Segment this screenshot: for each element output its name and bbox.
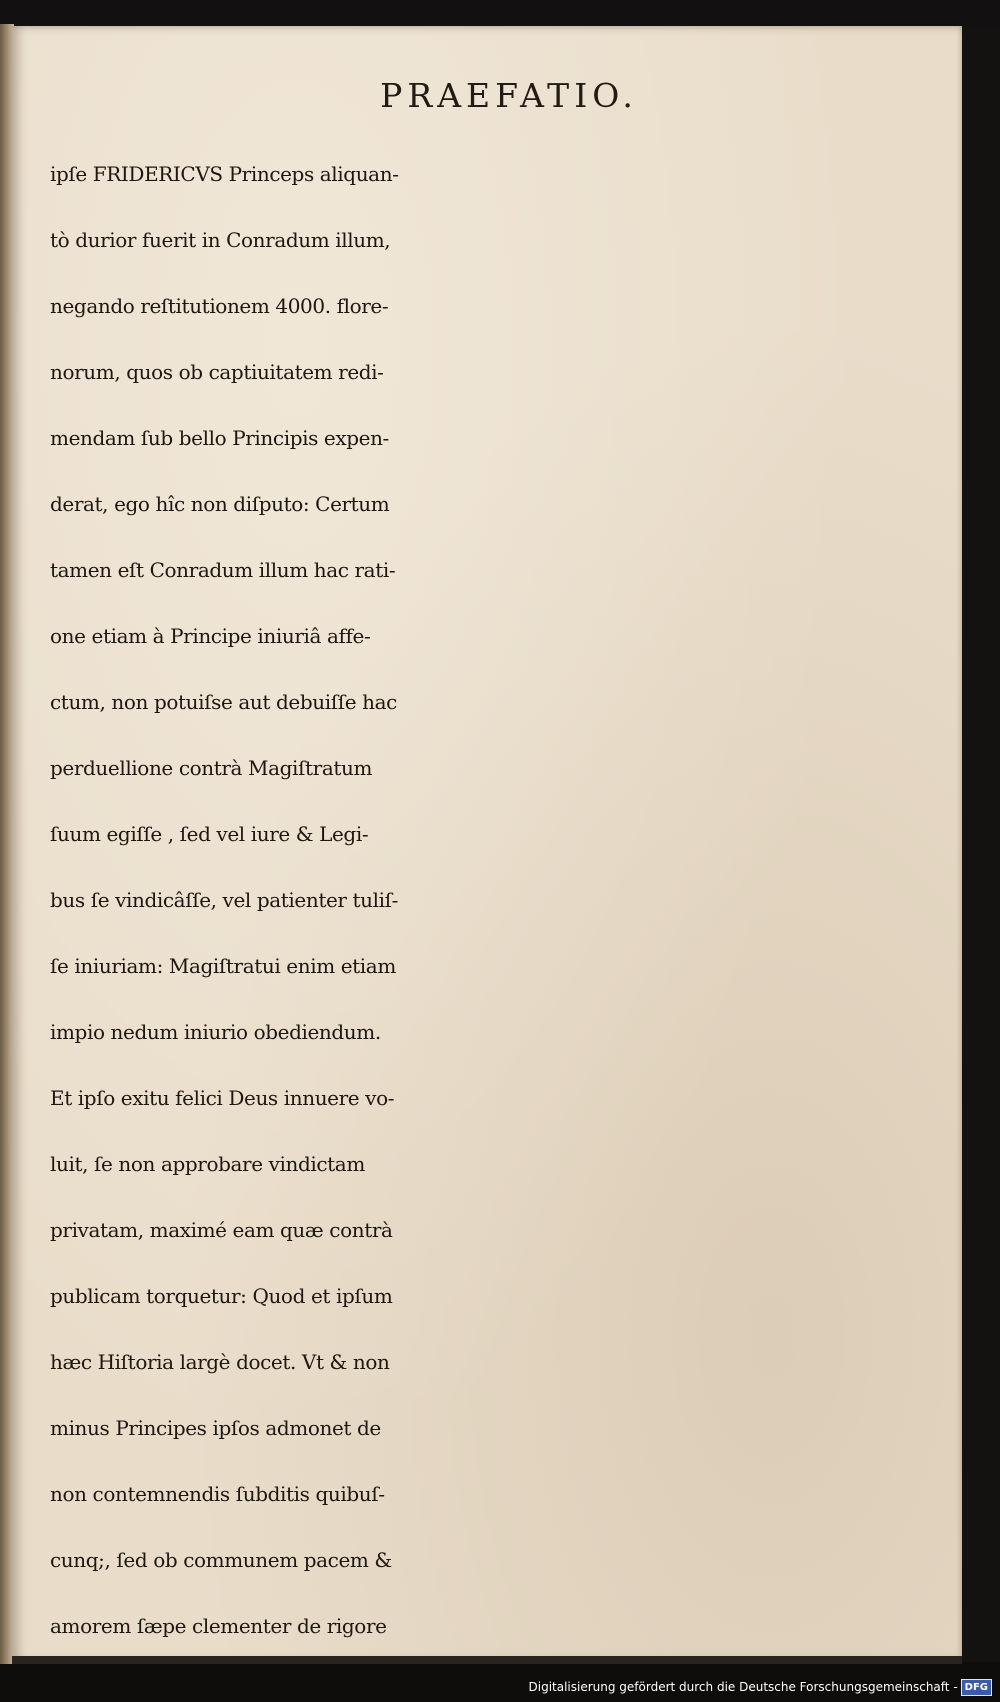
text-line: Et ipſo exitu felici Deus innuere vo- xyxy=(50,1086,395,1110)
dfg-logo: DFG xyxy=(961,1679,992,1696)
text-line: perduellione contrà Magiſtratum xyxy=(50,756,373,780)
credit-text: Digitalisierung gefördert durch die Deutsche Forschungsgemeinschaft - xyxy=(528,1680,958,1694)
text-line: cunq;, ſed ob communem pacem & xyxy=(50,1548,392,1572)
page-shadow xyxy=(962,26,1000,1662)
text-line: privatam, maximé eam quæ contrà xyxy=(50,1218,393,1242)
bottom-edge xyxy=(12,1656,962,1664)
top-border xyxy=(0,0,1000,28)
text-line: one etiam à Principe iniuriâ affe- xyxy=(50,624,371,648)
text-line: hæc Hiſtoria largè docet. Vt & non xyxy=(50,1350,390,1374)
text-line: ipſe FRIDERICVS Princeps aliquan- xyxy=(50,162,399,186)
text-line: negando reſtitutionem 4000. flore- xyxy=(50,294,389,318)
text-line: impio nedum iniurio obediendum. xyxy=(50,1020,381,1044)
text-line: mendam ſub bello Principis expen- xyxy=(50,426,389,450)
text-line: non contemnendis ſubditis quibuſ- xyxy=(50,1482,385,1506)
text-line: amorem ſæpe clementer de rigore xyxy=(50,1614,387,1638)
digitization-credit xyxy=(529,1675,993,1699)
text-line: ſe iniuriam: Magiſtratui enim etiam xyxy=(50,954,396,978)
text-line: ſuum egiſſe , ſed vel iure & Legi- xyxy=(50,822,369,846)
text-line: minus Principes ipſos admonet de xyxy=(50,1416,381,1440)
text-line: bus ſe vindicâſſe, vel patienter tuliſ- xyxy=(50,888,398,912)
text-line: tò durior fuerit in Conradum illum, xyxy=(50,228,391,252)
text-line: luit, ſe non approbare vindictam xyxy=(50,1152,365,1176)
text-line: publicam torquetur: Quod et ipſum xyxy=(50,1284,393,1308)
body-text xyxy=(50,141,950,1659)
text-line: tamen eſt Conradum illum hac rati- xyxy=(50,558,396,582)
text-line: derat, ego hîc non diſputo: Certum xyxy=(50,492,390,516)
text-line: norum, quos ob captiuitatem redi- xyxy=(50,360,384,384)
text-line: ctum, non potuiſse aut debuiſſe hac xyxy=(50,690,397,714)
page-header: PRAEFATIO. xyxy=(380,76,638,115)
book-page xyxy=(12,26,962,1662)
